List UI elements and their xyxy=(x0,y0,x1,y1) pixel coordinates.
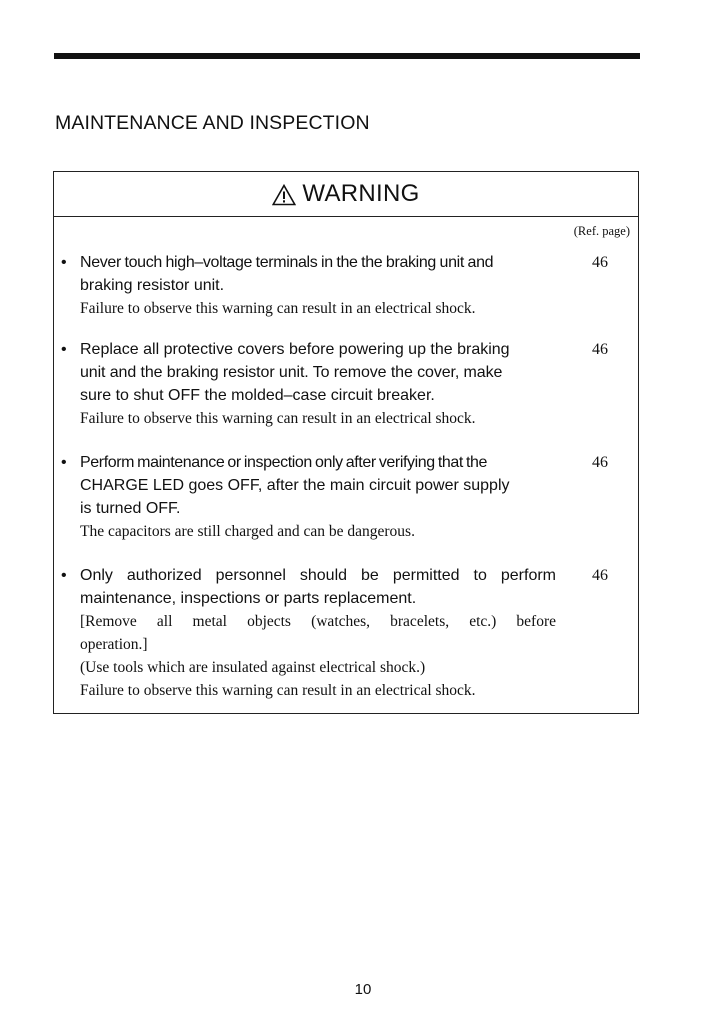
warning-statement-line: maintenance, inspections or parts replacement. xyxy=(80,590,417,607)
warning-statement-line: unit and the braking resistor unit. To remove the cover, make xyxy=(80,364,503,381)
warning-statement-line: is turned OFF. xyxy=(80,500,181,517)
section-title: MAINTENANCE AND INSPECTION xyxy=(55,112,370,134)
ref-page-number: 46 xyxy=(592,454,608,471)
warning-statement-line: CHARGE LED goes OFF, after the main circuit power supply xyxy=(80,477,510,494)
warning-note: (Use tools which are insulated against electrical shock.) xyxy=(80,659,426,676)
bullet: • xyxy=(61,254,67,271)
warning-consequence: Failure to observe this warning can result in an electrical shock. xyxy=(80,300,476,317)
warning-title: WARNING xyxy=(302,180,420,207)
warning-statement-line: sure to shut OFF the molded–case circuit breaker. xyxy=(80,387,435,404)
warning-statement-line: Never touch high–voltage terminals in the the braking unit and xyxy=(80,254,494,271)
warning-triangle-icon xyxy=(272,184,296,206)
warning-statement-line: Perform maintenance or inspection only after verifying that the xyxy=(80,454,488,471)
warning-header xyxy=(54,172,638,217)
warning-consequence: Failure to observe this warning can result in an electrical shock. xyxy=(80,682,476,699)
top-rule xyxy=(54,53,640,59)
warning-note: [Remove all metal objects (watches, bracelets, etc.) before xyxy=(80,613,556,630)
bullet: • xyxy=(61,341,67,358)
warning-item-text xyxy=(80,451,556,543)
warning-note: operation.] xyxy=(80,636,148,653)
warning-consequence: Failure to observe this warning can result in an electrical shock. xyxy=(80,410,476,427)
ref-page-header: (Ref. page) xyxy=(573,224,630,238)
ref-page-number: 46 xyxy=(592,254,608,271)
warning-item-text xyxy=(80,564,556,702)
bullet: • xyxy=(61,567,67,584)
warning-box xyxy=(53,171,639,714)
warning-item-text xyxy=(80,251,556,320)
page-number: 10 xyxy=(354,981,372,998)
warning-item-text xyxy=(80,338,556,430)
warning-statement-line: Only authorized personnel should be permitted to perform xyxy=(80,567,556,584)
warning-statement-line: Replace all protective covers before powering up the braking xyxy=(80,341,510,358)
warning-statement-line: braking resistor unit. xyxy=(80,277,225,294)
warning-consequence: The capacitors are still charged and can be dangerous. xyxy=(80,523,415,540)
ref-page-number: 46 xyxy=(592,341,608,358)
ref-page-number: 46 xyxy=(592,567,608,584)
bullet: • xyxy=(61,454,67,471)
